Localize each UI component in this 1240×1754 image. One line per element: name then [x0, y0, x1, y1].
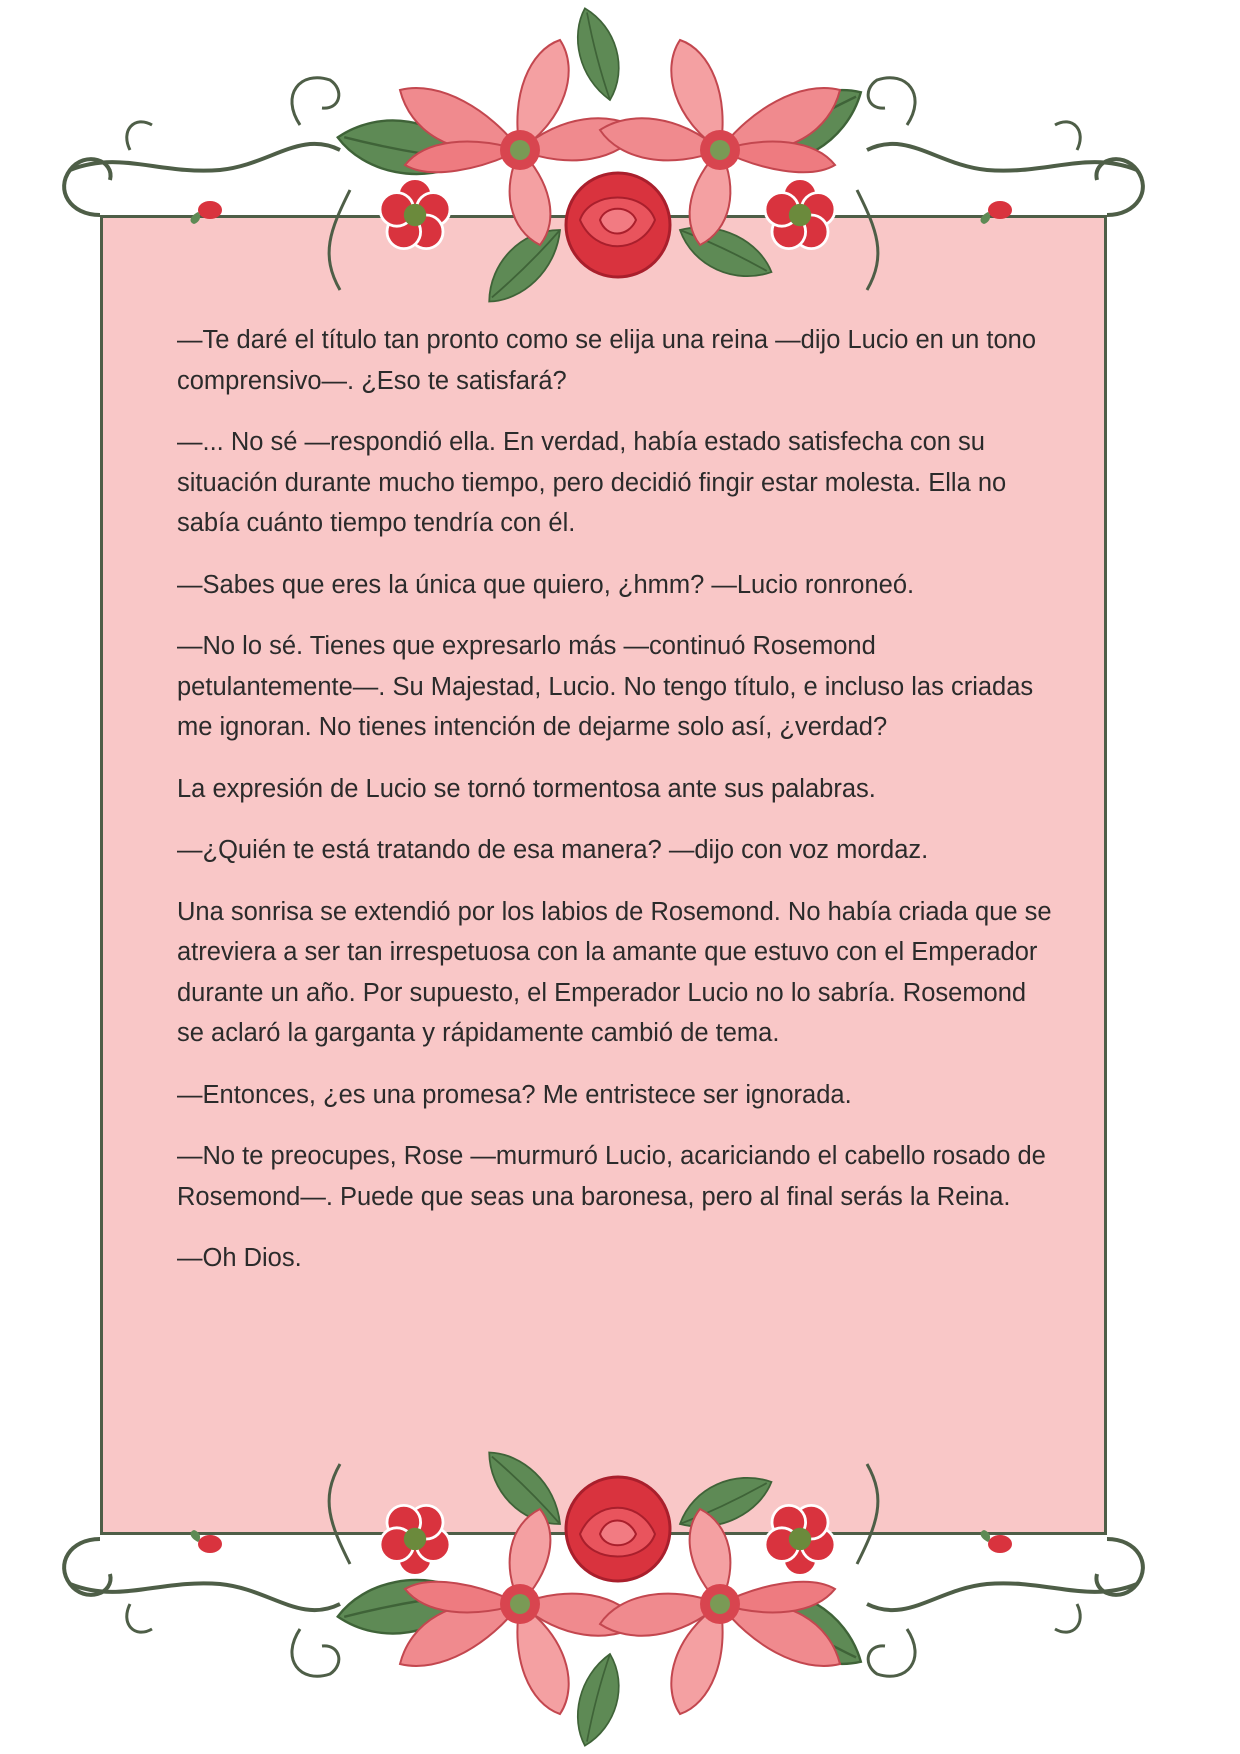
rose-ornament-bottom-icon [0, 1424, 1240, 1754]
text-body [177, 320, 1057, 1300]
paragraph: —Sabes que eres la única que quiero, ¿hmm? —Lucio ronroneó. [177, 570, 915, 599]
paragraph: —No te preocupes, Rose —murmuró Lucio, acariciando el cabello rosado de Rosemond—. Puede que seas una baronesa, pero al final serás la Reina. [177, 1142, 1046, 1211]
paragraph: La expresión de Lucio se tornó tormentosa ante sus palabras. [177, 774, 876, 803]
paragraph: —¿Quién te está tratando de esa manera? —dijo con voz mordaz. [177, 836, 929, 864]
paragraph: —Entonces, ¿es una promesa? Me entristece ser ignorada. [177, 1080, 852, 1109]
paragraph: —... No sé —respondió ella. En verdad, había estado satisfecha con su situación durante mucho tiempo, pero decidió fingir estar molesta. Ella no sabía cuánto tiempo tendría con él. [177, 428, 1007, 537]
paragraph: —No lo sé. Tienes que expresarlo más —continuó Rosemond petulantemente—. Su Majestad, Lucio. No tengo título, e incluso las criadas me ignoran. No tienes intención de dejarme solo así, ¿verdad? [177, 632, 1034, 741]
paragraph: —Te daré el título tan pronto como se elija una reina —dijo Lucio en un tono comprensivo—. ¿Eso te satisfará? [177, 326, 1037, 395]
paragraph: Una sonrisa se extendió por los labios de Rosemond. No había criada que se atreviera a ser tan irrespetuosa con la amante que estuvo con el Emperador durante un año. Por supuesto, el Emperador Lucio no lo sabría. Rosemond se aclaró la garganta y rápidamente cambió de tema. [177, 897, 1052, 1047]
rose-ornament-top-icon [0, 0, 1240, 330]
paragraph: —Oh Dios. [177, 1244, 302, 1272]
